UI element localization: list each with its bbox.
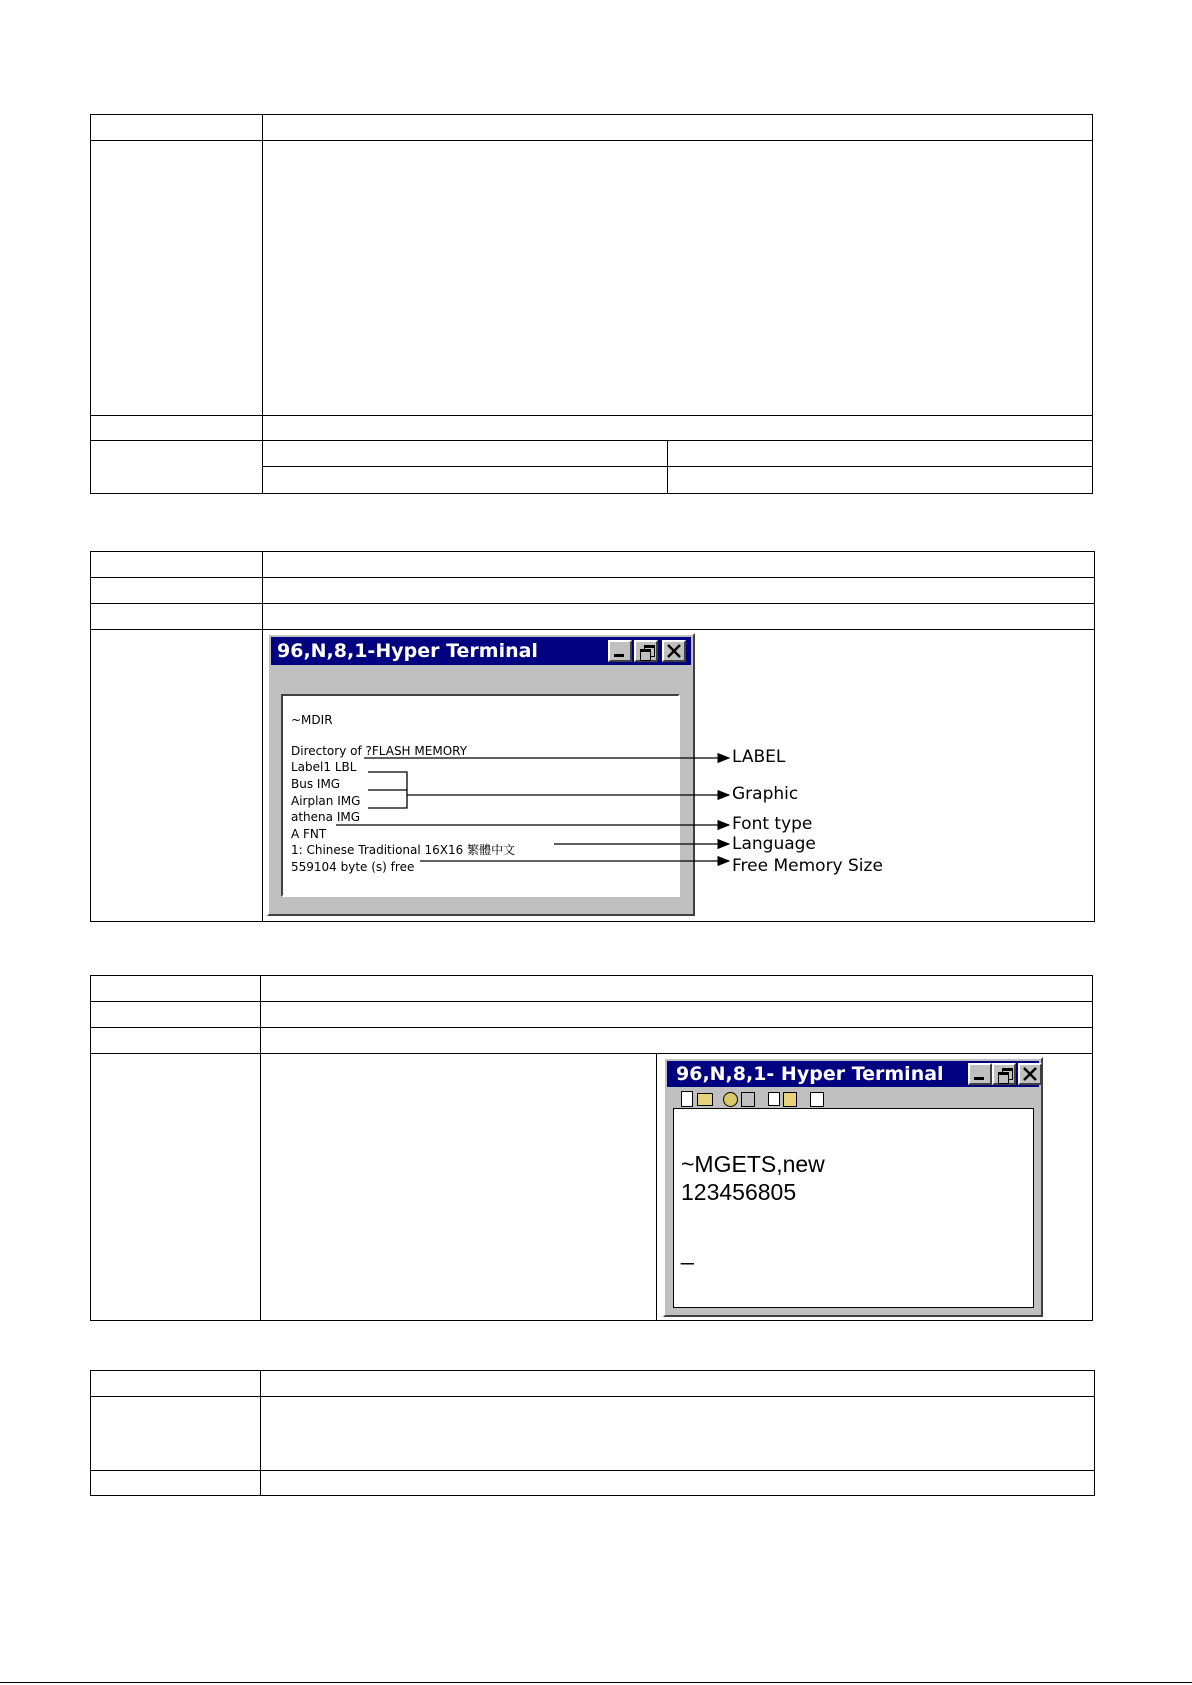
close-button[interactable] [1018,1063,1042,1085]
terminal-line: 1: Chinese Traditional 16X16 繁體中文 [291,843,516,857]
terminal-screen [673,1108,1034,1308]
annotation-font-type: Font type [732,814,813,834]
window-title-bar [667,1061,1039,1087]
window-title: 96,N,8,1- Hyper Terminal [676,1063,944,1085]
terminal-line: ~MDIR [291,713,333,727]
window-title: 96,N,8,1-Hyper Terminal [277,640,538,662]
close-icon [1020,1065,1040,1083]
terminal-line: ~MGETS,new [681,1151,825,1177]
restore-icon [996,1066,1012,1082]
terminal-line: Label1 LBL [291,760,357,774]
new-file-icon[interactable] [681,1091,693,1107]
minimize-icon [974,1077,984,1080]
terminal-cursor: _ [681,1239,694,1265]
properties-icon[interactable] [810,1092,824,1107]
restore-button[interactable] [992,1063,1016,1085]
terminal-line: Airplan IMG [291,794,361,808]
annotation-label: LABEL [732,747,786,767]
connect-icon[interactable] [723,1092,738,1107]
annotation-language: Language [732,834,816,854]
receive-icon[interactable] [783,1092,797,1107]
page-footer-rule [0,1682,1192,1683]
send-icon[interactable] [768,1092,780,1106]
terminal-line: Directory of ?FLASH MEMORY [291,744,468,758]
annotation-graphic: Graphic [732,784,799,804]
annotation-free-memory: Free Memory Size [732,856,883,876]
toolbar [675,1089,845,1109]
minimize-button[interactable] [968,1063,992,1085]
terminal-line: athena IMG [291,810,361,824]
disconnect-icon[interactable] [741,1092,755,1107]
table-4 [90,1370,1095,1496]
hyper-terminal-window-mgets [663,1057,1043,1317]
terminal-line: 559104 byte (s) free [291,860,415,874]
terminal-line: 123456805 [681,1179,797,1205]
terminal-line: Bus IMG [291,777,341,791]
terminal-line: A FNT [291,827,327,841]
open-folder-icon[interactable] [697,1093,713,1106]
